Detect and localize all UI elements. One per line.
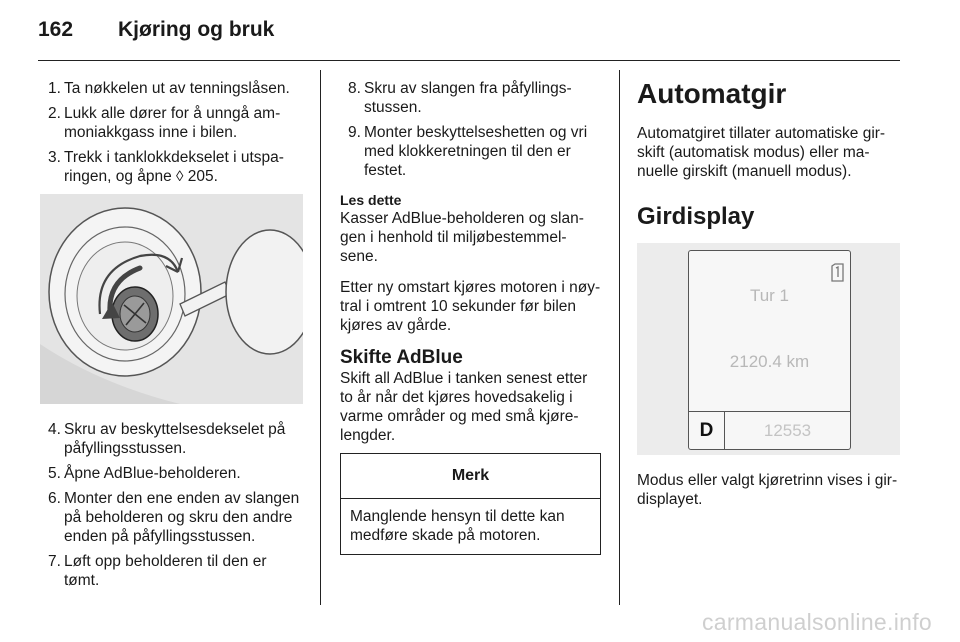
column-1 [40,79,305,596]
fuel-flap-illustration [40,194,303,404]
display-caption: Modus eller valgt kjøretrinn vises i gir-displayet. [637,472,898,508]
header-divider [38,60,900,61]
merk-text: Manglende hensyn til dette kan medføre skade på motoren. [350,508,565,544]
gear-display-illustration [637,243,900,455]
step-number: 5. [48,465,61,482]
page-number: 162 [38,18,74,41]
list-item [40,79,305,98]
section-title: Kjøring og bruk [118,18,275,41]
column-divider-1 [320,70,321,605]
step-number: 3. [48,149,61,166]
display-bottom-row [689,411,850,449]
page-indicator-icon [831,263,844,282]
steps-list-a [40,79,305,186]
trip-label: Tur 1 [749,286,790,305]
intro-text: Automatgiret tillater automatiske gir-skift (automatisk modus) eller ma-nuelle girskift (manuell modus). [637,125,886,180]
step-text: Skru av slangen fra påfyllings-stussen. [364,80,572,116]
gear-display [688,250,851,450]
list-item [40,489,305,546]
step-number: 6. [48,490,61,507]
list-item [40,464,305,483]
merk-box [340,453,601,555]
page-reference-link[interactable]: 205. [187,168,218,185]
list-item [40,420,305,458]
step-number: 8. [348,80,361,97]
restart-paragraph: Etter ny omstart kjøres motoren i nøy-tral i omtrent 10 sekunder før bilen kjøres av gårde. [340,279,601,334]
note-title: Les dette [340,192,402,208]
list-item [40,104,305,142]
odometer: 12553 [763,421,812,440]
step-text: Ta nøkkelen ut av tenningslåsen. [64,80,290,97]
step-number: 2. [48,105,61,122]
step-text: Lukk alle dører for å unngå am-moniakkgass inne i bilen. [64,105,281,141]
gear-indicator: D [689,412,725,449]
adblue-filler-cap-icon [40,194,303,404]
column-divider-2 [619,70,620,605]
step-text: Åpne AdBlue-beholderen. [64,465,241,482]
page-reference-icon: ◊ [176,168,184,185]
trip-distance: 2120.4 km [729,352,810,371]
page-header [38,18,274,42]
note-text: Kasser AdBlue-beholderen og slan-gen i henhold til miljøbestemmel-sene. [340,210,584,265]
step-number: 7. [48,553,61,570]
step-text: Løft opp beholderen til den er tømt. [64,553,267,589]
list-item [340,79,602,117]
list-item [40,552,305,590]
step-text: Monter beskyttelseshetten og vri med klokkeretningen til den er festet. [364,124,588,179]
step-number: 9. [348,124,361,141]
watermark: carmanualsonline.info [701,609,932,635]
subheading: Skifte AdBlue [340,347,463,368]
list-item [340,123,602,180]
merk-title: Merk [341,454,600,499]
subheading-text: Skift all AdBlue i tanken senest etter to år når det kjøres hovedsakelig i varme områder og med små kjøre-lengder. [340,370,588,444]
column-2 [340,79,602,555]
list-item [40,148,305,186]
step-text: Skru av beskyttelsesdekselet på påfyllingsstussen. [64,421,286,457]
steps-list-b [40,420,305,590]
step-text: Trekk i tanklokkdekselet i utspa-ringen, og åpne [64,149,284,185]
section-heading: Automatgir [637,78,787,109]
step-text: Monter den ene enden av slangen på beholderen og skru den andre enden på påfyllingsstussen. [64,490,300,545]
subheading: Girdisplay [637,203,755,230]
step-number: 4. [48,421,61,438]
step-number: 1. [48,80,61,97]
column-3 [637,78,902,509]
steps-list-c [340,79,602,180]
